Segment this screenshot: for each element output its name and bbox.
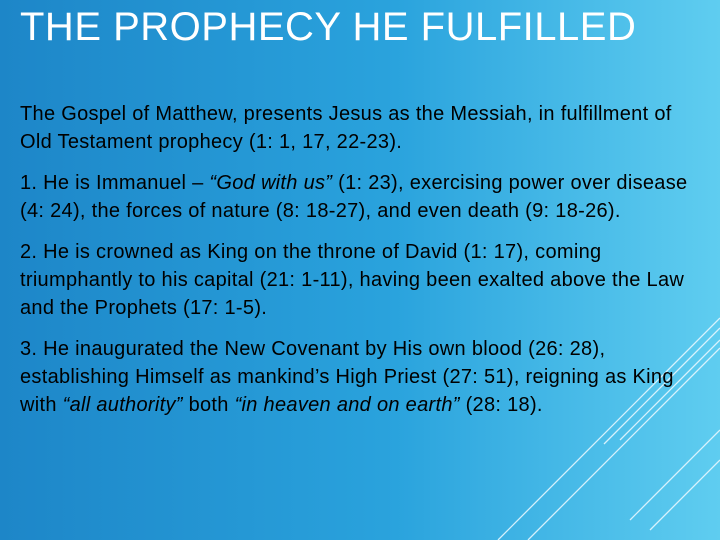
point-2: 2. He is crowned as King on the throne of David (1: 17), coming triumphantly to his capital (21: 1-11), having been exalted above the Law and the Prophets (17: 1-5). xyxy=(20,241,685,319)
point-3-text: 3. He inaugurated the New Covenant by His own blood (26: 28), establishing Himself as mankind’s High Priest (27: 51), reigning as King with xyxy=(20,338,674,416)
point-3-quote-authority: “all authority” xyxy=(62,394,183,416)
point-1-quote: “God with us” xyxy=(209,172,333,194)
slide-title: THE PROPHECY HE FULFILLED xyxy=(20,5,637,49)
point-3-rest: (28: 18). xyxy=(459,394,543,416)
point-1-rest: (1: 23), exercising power over disease (4: 24), the forces of nature (8: 18-27), and even death (9: 18-26). xyxy=(20,172,688,222)
point-3-quote-heaven-earth: “in heaven and on earth” xyxy=(234,394,460,416)
point-1-text: 1. He is Immanuel – xyxy=(20,172,210,194)
point-3 xyxy=(20,335,705,419)
slide-body xyxy=(20,100,705,432)
point-1 xyxy=(20,169,705,225)
point-3-connector: both xyxy=(182,394,235,416)
intro-paragraph: The Gospel of Matthew, presents Jesus as the Messiah, in fulfillment of Old Testament prophecy (1: 1, 17, 22-23). xyxy=(20,103,672,153)
